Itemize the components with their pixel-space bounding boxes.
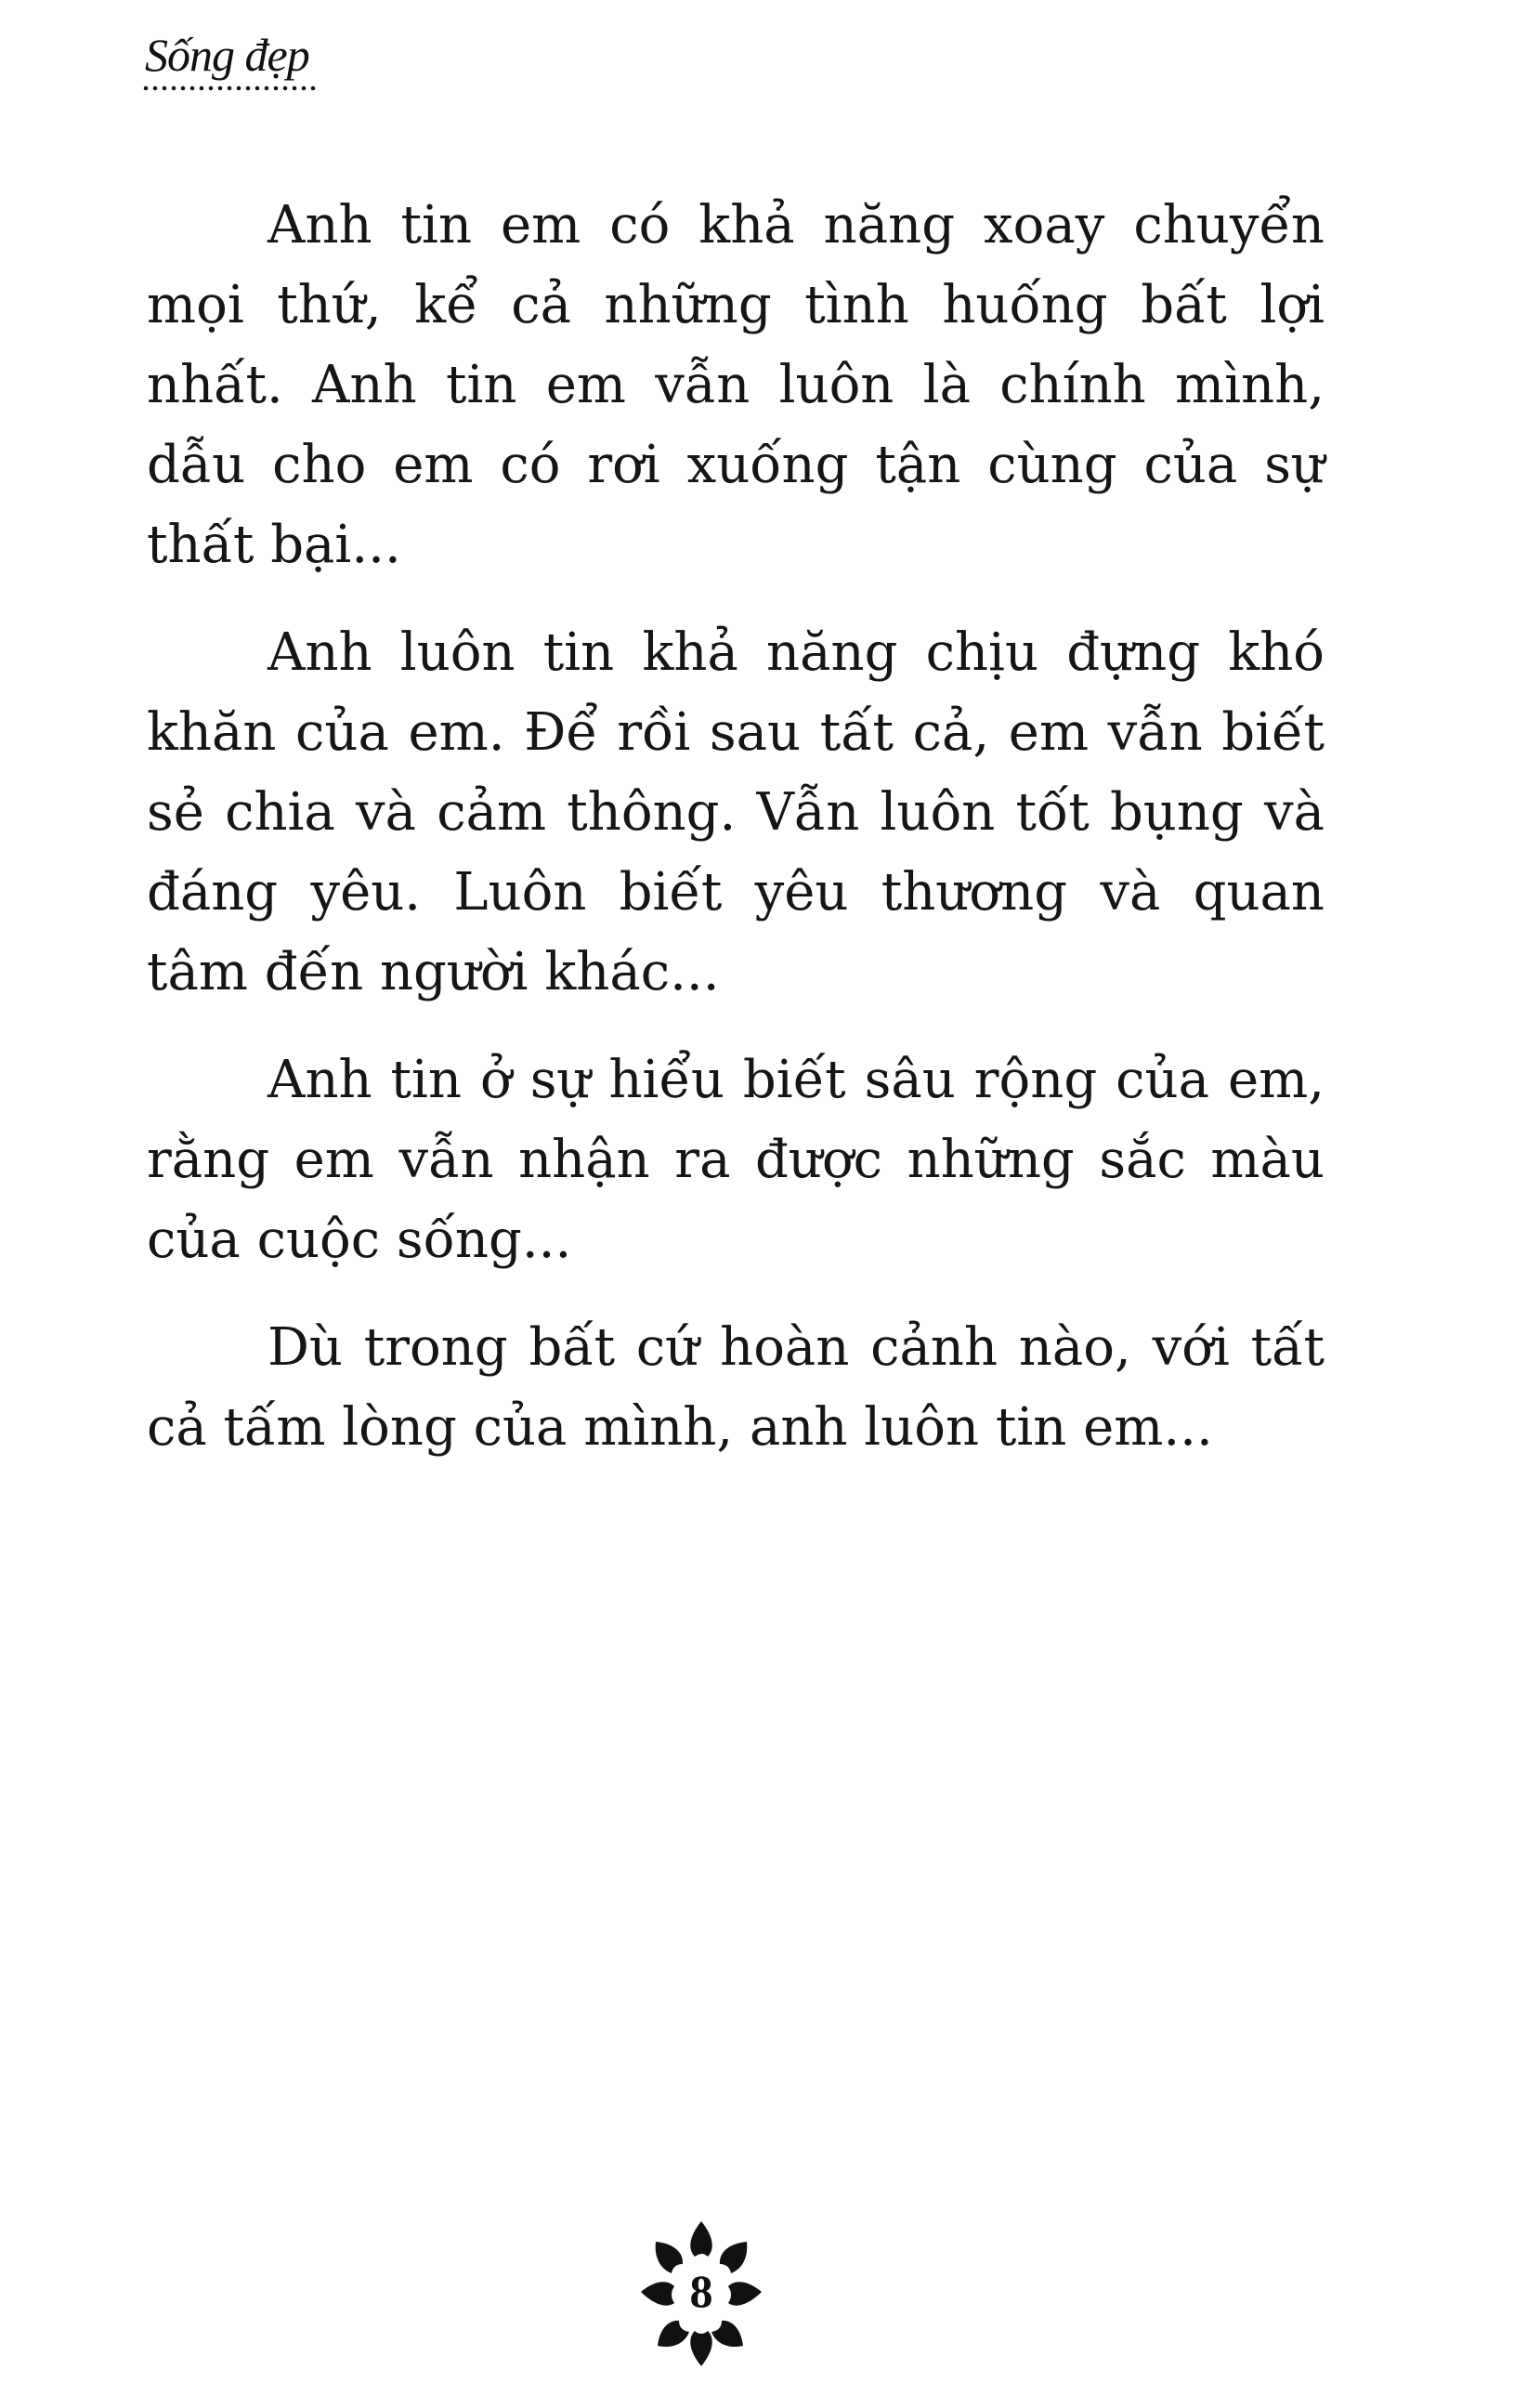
paragraph-4: Dù trong bất cứ hoàn cảnh nào, với tất cả tấm lòng của mình, anh luôn tin em... (147, 1317, 1325, 1458)
header-dotted-underline (141, 85, 318, 91)
paragraph-3: Anh tin ở sự hiểu biết sâu rộng của em, rằng em vẫn nhận ra được những sắc màu của cuộc sống... (147, 1050, 1325, 1270)
body-text (147, 186, 1325, 1496)
paragraph-2: Anh luôn tin khả năng chịu đựng khó khăn của em. Để rồi sau tất cả, em vẫn biết sẻ chia và cảm thông. Vẫn luôn tốt bụng và đáng yêu. Luôn biết yêu thương và quan tâm đến người khác... (147, 622, 1325, 1002)
running-header (137, 28, 323, 102)
header-title: Sống đẹp (145, 29, 309, 81)
page-number: 8 (689, 2265, 713, 2317)
paragraph-1: Anh tin em có khả năng xoay chuyển mọi thứ, kể cả những tình huống bất lợi nhất. Anh tin em vẫn luôn là chính mình, dẫu cho em có rơi xuống tận cùng của sự thất bại... (147, 195, 1325, 575)
page-number-ornament (632, 2216, 771, 2374)
